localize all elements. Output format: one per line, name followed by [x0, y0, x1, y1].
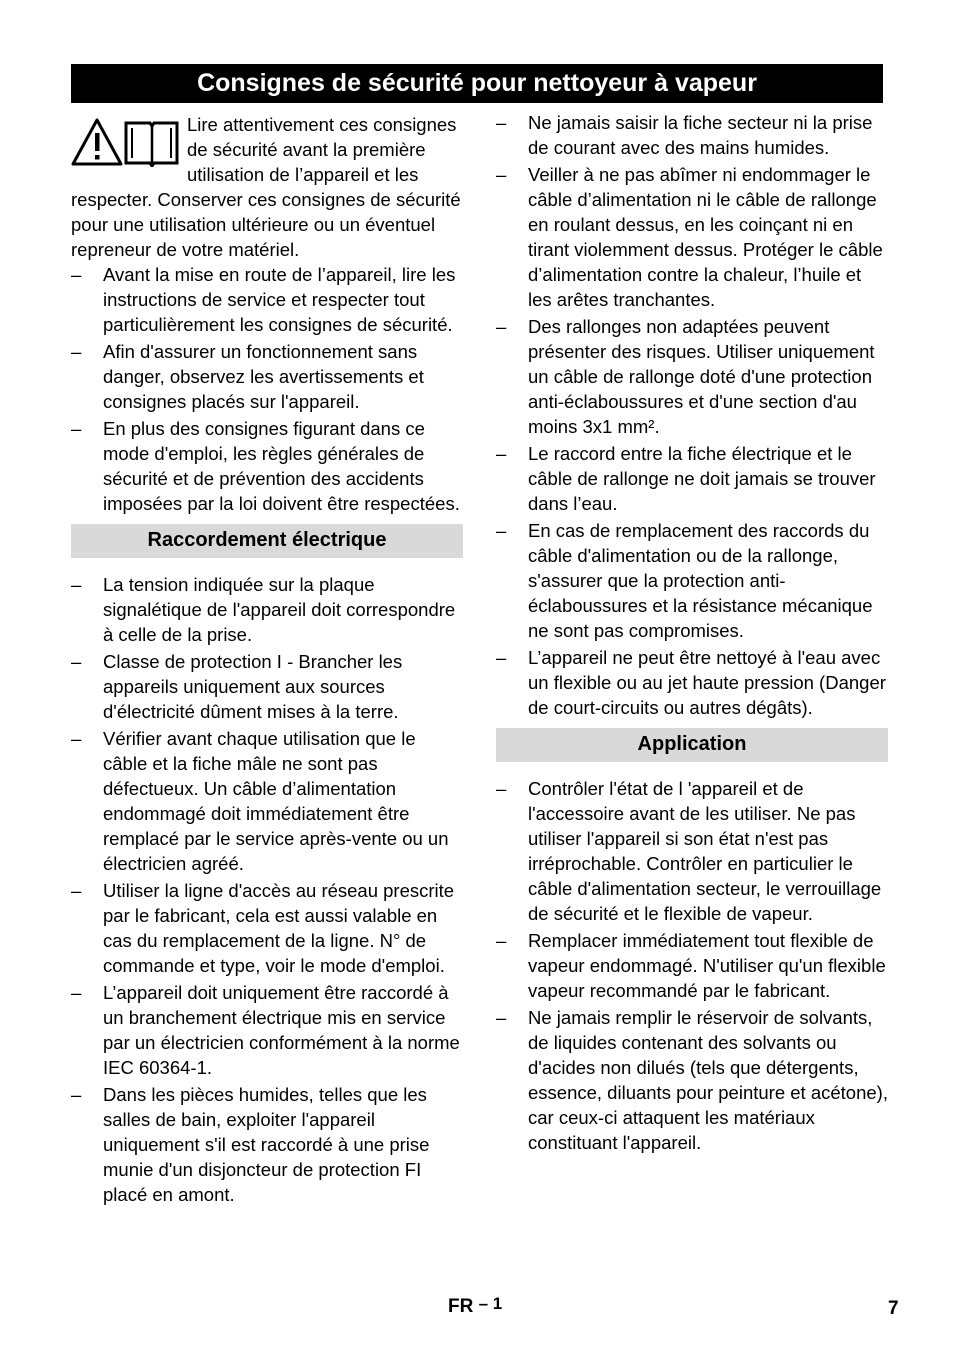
bullet-dash: – — [71, 574, 82, 595]
bullet-dash: – — [71, 418, 82, 439]
list-item — [496, 110, 888, 160]
intro-block — [71, 112, 463, 262]
list-item-text: En cas de remplacement des raccords du câble d'alimentation ou de la rallonge, s'assurer que la protection anti-éclaboussures et la résistance mécanique ne sont pas compromises. — [528, 520, 873, 641]
bullet-dash: – — [496, 1007, 507, 1028]
list-item-text: Le raccord entre la fiche électrique et le câble de rallonge ne doit jamais se trouver dans l’eau. — [528, 443, 876, 514]
electric-list — [71, 572, 463, 1207]
list-item — [71, 262, 463, 337]
list-item-text: Afin d'assurer un fonctionnement sans danger, observez les avertissements et consignes placés sur l'appareil. — [103, 341, 424, 412]
list-item-text: Des rallonges non adaptées peuvent présenter des risques. Utiliser uniquement un câble de rallonge doté d'une protection anti-éclaboussures et d'une section d'au moins 3x1 mm². — [528, 316, 875, 437]
list-item-text: Avant la mise en route de l’appareil, lire les instructions de service et respecter tout particulièrement les consignes de sécurité. — [103, 264, 456, 335]
electric-list-continued — [496, 110, 888, 439]
list-item — [71, 416, 463, 516]
list-item-text: En plus des consignes figurant dans ce mode d'emploi, les règles générales de sécurité et de prévention des accidents imposées par la loi doivent être respectées. — [103, 418, 460, 514]
footer-section-page: – 1 — [478, 1294, 503, 1313]
list-item-text: Contrôler l'état de l 'appareil et de l'accessoire avant de les utiliser. Ne pas utiliser l'appareil si son état n'est pas irréprochable. Contrôler en particulier le câble d'alimentation secteur, le verrouillage de sécurité et le flexible de vapeur. — [528, 778, 882, 924]
list-item-text: Dans les pièces humides, telles que les salles de bain, exploiter l'appareil uniquement s'il est raccordé à une prise munie d'un disjoncteur de protection FI placé en amont. — [103, 1084, 430, 1205]
safety-list — [71, 262, 463, 516]
intro-text: Lire attentivement ces consignes de sécurité avant la première utilisation de l’appareil et les respecter. Conserver ces consignes de sécurité pour une utilisation ultérieure ou un éventuel repreneur de votre matériel. — [71, 114, 461, 260]
left-column — [71, 112, 463, 1209]
bullet-dash: – — [496, 778, 507, 799]
bullet-dash: – — [71, 1084, 82, 1105]
bullet-dash: – — [496, 316, 507, 337]
footer-lang-code: FR — [448, 1296, 474, 1317]
bullet-dash: – — [71, 341, 82, 362]
section-heading-application: Application — [496, 728, 888, 762]
list-item — [71, 572, 463, 647]
list-item — [71, 726, 463, 876]
list-item — [496, 441, 888, 516]
page-title: Consignes de sécurité pour nettoyeur à vapeur — [71, 64, 883, 103]
list-item — [71, 878, 463, 978]
list-item — [71, 649, 463, 724]
list-item — [496, 1005, 888, 1155]
list-item — [71, 980, 463, 1080]
bullet-dash: – — [496, 930, 507, 951]
list-item-text: Utiliser la ligne d'accès au réseau prescrite par le fabricant, cela est aussi valable en cas du remplacement de la ligne. N° de commande et type, voir le mode d'emploi. — [103, 880, 455, 976]
list-item — [496, 314, 888, 439]
list-item — [496, 776, 888, 926]
page-number: 7 — [888, 1298, 899, 1319]
list-item — [71, 1082, 463, 1207]
list-item — [71, 339, 463, 414]
bullet-dash: – — [71, 880, 82, 901]
list-item-text: L’appareil ne peut être nettoyé à l'eau avec un flexible ou au jet haute pression (Danger de court-circuits ou autres dégâts). — [528, 647, 886, 718]
list-item-text: L’appareil doit uniquement être raccordé à un branchement électrique mis en service par un électricien conformément à la norme IEC 60364-1. — [103, 982, 460, 1078]
warning-manual-icon — [71, 117, 179, 167]
bullet-dash: – — [71, 728, 82, 749]
bullet-dash: – — [496, 520, 507, 541]
list-item-text: Classe de protection I - Brancher les appareils uniquement aux sources d'électricité dûment mises à la terre. — [103, 651, 403, 722]
bullet-dash: – — [71, 982, 82, 1003]
bullet-dash: – — [496, 112, 507, 133]
application-list — [496, 776, 888, 1155]
electric-list-continued-b — [496, 441, 888, 720]
section-heading-electric: Raccordement électrique — [71, 524, 463, 558]
list-item — [496, 162, 888, 312]
list-item-text: La tension indiquée sur la plaque signalétique de l'appareil doit correspondre à celle de la prise. — [103, 574, 456, 645]
list-item-text: Ne jamais saisir la fiche secteur ni la prise de courant avec des mains humides. — [528, 112, 873, 158]
list-item-text: Ne jamais remplir le réservoir de solvants, de liquides contenant des solvants ou d'acides non dilués (tels que détergents, essence, diluants pour peinture et acétone), car ceux-ci attaquent les matériaux constituant l'appareil. — [528, 1007, 888, 1153]
list-item-text: Remplacer immédiatement tout flexible de vapeur endommagé. N'utiliser qu'un flexible vapeur recommandé par le fabricant. — [528, 930, 886, 1001]
list-item-text: Vérifier avant chaque utilisation que le câble et la fiche mâle ne sont pas défectueux. Un câble d’alimentation endommagé doit immédiatement être remplacé par le service après-vente ou un électricien agréé. — [103, 728, 449, 874]
bullet-dash: – — [71, 651, 82, 672]
right-column — [496, 110, 888, 1157]
footer-lang — [448, 1296, 502, 1318]
list-item-text: Veiller à ne pas abîmer ni endommager le câble d’alimentation ni le câble de rallonge en roulant dessus, en les coinçant ni en tirant violemment dessus. Protéger le câble d’alimentation contre la chaleur, l’huile et les arêtes tranchantes. — [528, 164, 883, 310]
bullet-dash: – — [496, 443, 507, 464]
bullet-dash: – — [71, 264, 82, 285]
list-item — [496, 645, 888, 720]
list-item — [496, 518, 888, 643]
bullet-dash: – — [496, 164, 507, 185]
list-item — [496, 928, 888, 1003]
bullet-dash: – — [496, 647, 507, 668]
